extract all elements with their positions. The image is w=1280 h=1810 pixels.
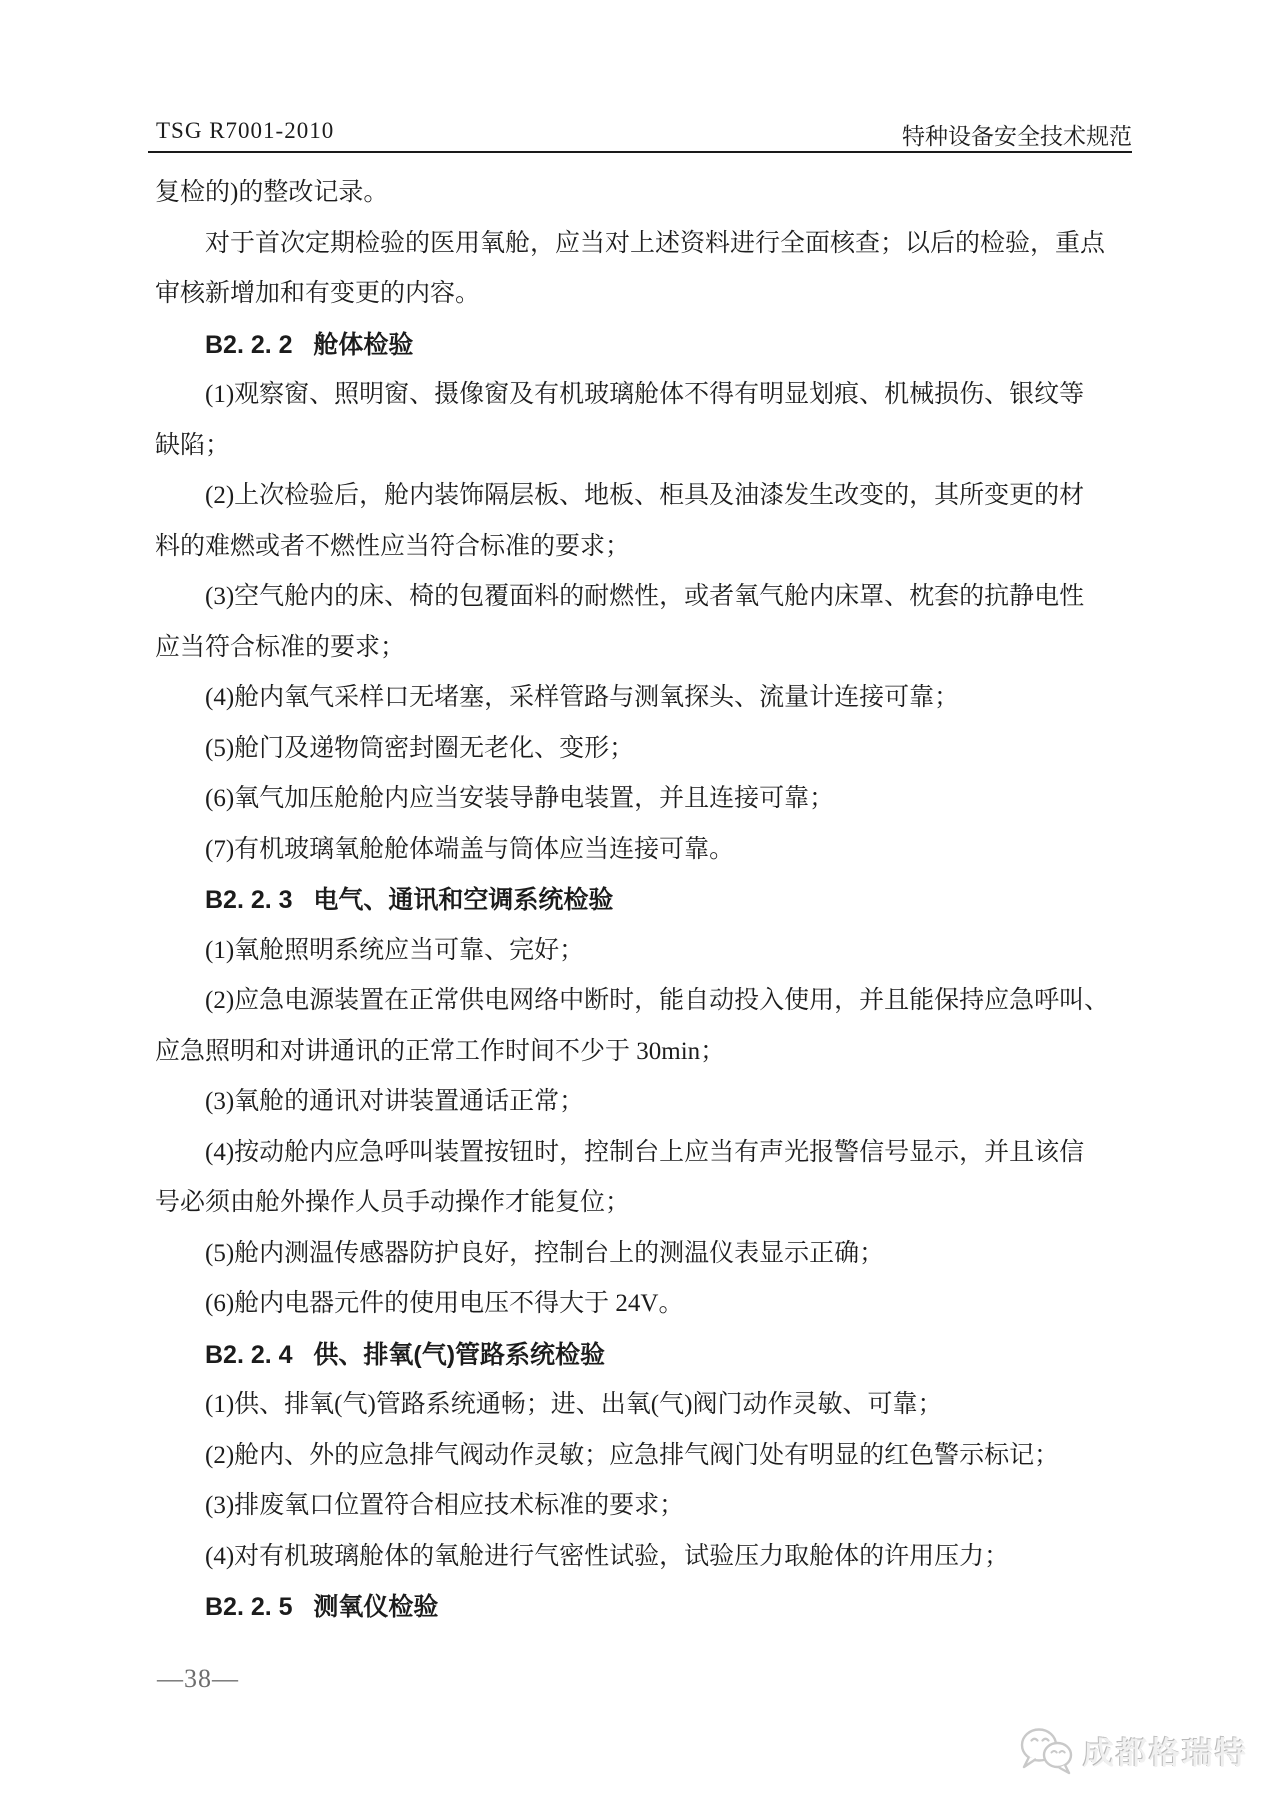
text-line: (4)按动舱内应急呼叫装置按钮时，控制台上应当有声光报警信号显示，并且该信: [205, 1138, 1085, 1166]
section-heading: B2. 2. 4 供、排氧(气)管路系统检验: [205, 1340, 606, 1369]
text-line: (3)空气舱内的床、椅的包覆面料的耐燃性，或者氧气舱内床罩、枕套的抗静电性: [205, 583, 1085, 610]
page-header: [150, 118, 1132, 148]
text-line: (2)舱内、外的应急排气阀动作灵敏；应急排气阀门处有明显的红色警示标记；: [205, 1441, 1060, 1469]
text-line: 对于首次定期检验的医用氧舱，应当对上述资料进行全面核查；以后的检验，重点: [205, 229, 1106, 257]
text-line: (5)舱内测温传感器防护良好，控制台上的测温仪表显示正确；: [205, 1239, 885, 1267]
text-line: (6)氧气加压舱舱内应当安装导静电装置，并且连接可靠；: [205, 785, 835, 812]
document-body: [155, 168, 1135, 1633]
wechat-icon: [1019, 1724, 1073, 1776]
text-line: 号必须由舱外操作人员手动操作才能复位；: [155, 1189, 631, 1216]
watermark-text: 成都格瑞特: [1083, 1735, 1248, 1771]
text-line: (2)应急电源装置在正常供电网络中断时，能自动投入使用，并且能保持应急呼叫、: [205, 987, 1110, 1014]
text-line: (1)观察窗、照明窗、摄像窗及有机玻璃舱体不得有明显划痕、机械损伤、银纹等: [205, 381, 1085, 408]
text-line: (4)舱内氧气采样口无堵塞，采样管路与测氧探头、流量计连接可靠；: [205, 684, 960, 711]
watermark: [1019, 1724, 1248, 1776]
text-line: (2)上次检验后，舱内装饰隔层板、地板、柜具及油漆发生改变的，其所变更的材: [205, 482, 1085, 509]
text-line: (1)氧舱照明系统应当可靠、完好；: [205, 936, 585, 964]
text-line: 缺陷；: [155, 431, 231, 459]
doc-title: 特种设备安全技术规范: [902, 124, 1132, 149]
text-line: (3)氧舱的通讯对讲装置通话正常；: [205, 1088, 585, 1115]
header-rule: [148, 151, 1132, 153]
text-line: 复检的)的整改记录。: [155, 179, 389, 206]
text-line: (7)有机玻璃氧舱舱体端盖与筒体应当连接可靠。: [205, 835, 735, 863]
text-line: (1)供、排氧(气)管路系统通畅；进、出氧(气)阀门动作灵敏、可靠；: [205, 1391, 943, 1418]
text-line: (3)排废氧口位置符合相应技术标准的要求；: [205, 1492, 685, 1519]
text-line: 应当符合标准的要求；: [155, 633, 406, 661]
page-number: —38—: [157, 1664, 239, 1693]
section-heading: B2. 2. 5 测氧仪检验: [205, 1593, 439, 1621]
text-line: 审核新增加和有变更的内容。: [155, 280, 481, 307]
section-heading: B2. 2. 2 舱体检验: [205, 330, 414, 359]
section-heading: B2. 2. 3 电气、通讯和空调系统检验: [205, 886, 614, 914]
text-line: (6)舱内电器元件的使用电压不得大于 24V。: [205, 1290, 684, 1317]
text-line: (4)对有机玻璃舱体的氧舱进行气密性试验，试验压力取舱体的许用压力；: [205, 1542, 1010, 1570]
text-line: 料的难燃或者不燃性应当符合标准的要求；: [155, 532, 631, 560]
text-line: 应急照明和对讲通讯的正常工作时间不少于 30min；: [155, 1037, 726, 1065]
text-line: (5)舱门及递物筒密封圈无老化、变形；: [205, 734, 635, 762]
doc-code: TSG R7001-2010: [156, 118, 335, 143]
